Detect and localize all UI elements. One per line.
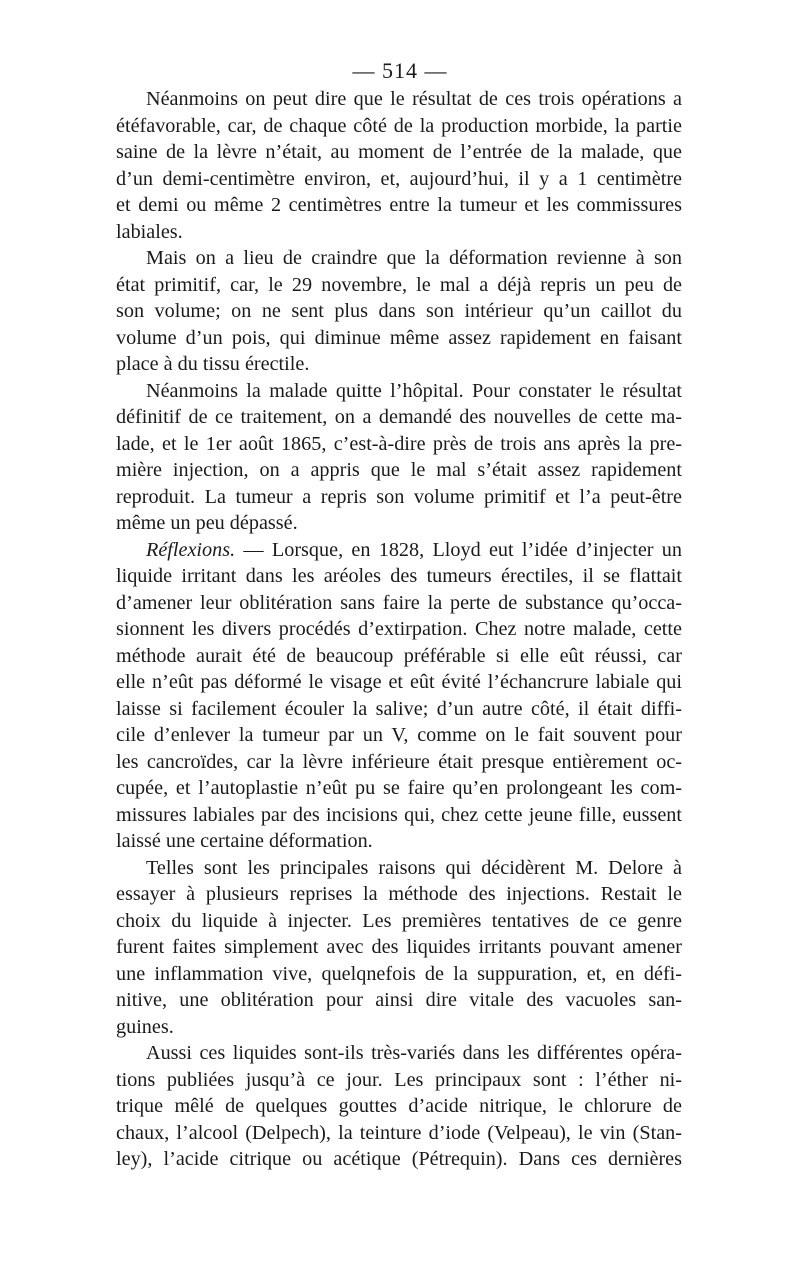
text-line: Aussi ces liquides sont-ils très-variés dans les différentes opéra- bbox=[146, 1042, 682, 1064]
text-line: Telles sont les principales raisons qui décidèrent M. Delore à bbox=[146, 856, 682, 879]
text-line: d’amener leur oblitération sans faire la perte de substance qu’occa- bbox=[116, 591, 682, 614]
text-line: lade, et le 1er août 1865, c’est-à-dire près de trois ans après la pre- bbox=[116, 432, 682, 455]
text-line: laissé une certaine déformation. bbox=[116, 830, 373, 852]
text-line: tions publiées jusqu’à ce jour. Les principaux sont : l’éther ni- bbox=[116, 1068, 682, 1091]
paragraph bbox=[116, 1040, 682, 1173]
text-line: les cancroïdes, car la lèvre inférieure était presque entièrement oc- bbox=[116, 750, 682, 773]
text-line: liquide irritant dans les aréoles des tumeurs érectiles, il se flattait bbox=[116, 565, 682, 587]
text-line: laisse si facilement écouler la salive; d’un autre côté, il était diffi- bbox=[116, 697, 682, 720]
paragraph bbox=[116, 245, 682, 378]
text-line: elle n’eût pas déformé le visage et eût évité l’échancrure labiale qui bbox=[116, 671, 682, 693]
text-line: chaux, l’alcool (Delpech), la teinture d’iode (Velpeau), le vin (Stan- bbox=[116, 1121, 682, 1144]
paragraph bbox=[116, 378, 682, 537]
text-line: Néanmoins on peut dire que le résultat de ces trois opérations a bbox=[146, 88, 682, 110]
text-run: — Lorsque, en 1828, Lloyd eut l’idée d’injecter un bbox=[235, 538, 682, 561]
paragraph bbox=[116, 537, 682, 855]
text-line: reproduit. La tumeur a repris son volume primitif et l’a peut-être bbox=[116, 485, 682, 508]
text-line: volume d’un pois, qui diminue même assez rapidement en faisant bbox=[116, 326, 682, 349]
text-line: essayer à plusieurs reprises la méthode des injections. Restait le bbox=[116, 883, 682, 905]
text-line: place à du tissu érectile. bbox=[116, 353, 310, 375]
text-line bbox=[116, 537, 682, 564]
text-line: Néanmoins la malade quitte l’hôpital. Pour constater le résultat bbox=[146, 379, 682, 402]
text-line: saine de la lèvre n’était, au moment de l’entrée de la malade, que bbox=[116, 141, 682, 163]
text-line: état primitif, car, le 29 novembre, le mal a déjà repris un peu de bbox=[116, 273, 682, 296]
text-line: d’un demi-centimètre environ, et, aujourd’hui, il y a 1 centimètre bbox=[116, 167, 682, 190]
text-line: ley), l’acide citrique ou acétique (Pétrequin). Dans ces dernières bbox=[116, 1148, 682, 1170]
text-line: même un peu dépassé. bbox=[116, 512, 298, 534]
text-line: méthode aurait été de beaucoup préférable si elle eût réussi, car bbox=[116, 644, 682, 667]
text-line: furent faites simplement avec des liquides irritants pouvant amener bbox=[116, 936, 682, 958]
paragraph bbox=[116, 86, 682, 245]
text-line: cupée, et l’autoplastie n’eût pu se faire qu’en prolongeant les com- bbox=[116, 777, 682, 799]
text-line: choix du liquide à injecter. Les premières tentatives de ce genre bbox=[116, 909, 682, 932]
text-line: une inflammation vive, quelqnefois de la suppuration, et, en défi- bbox=[116, 962, 682, 985]
text-line: labiales. bbox=[116, 220, 183, 243]
text-line: sionnent les divers procédés d’extirpation. Chez notre malade, cette bbox=[116, 618, 682, 640]
text-line: mière injection, on a appris que le mal s’était assez rapidement bbox=[116, 459, 682, 481]
section-lead: Réflexions. bbox=[146, 538, 236, 561]
text-line: Mais on a lieu de craindre que la déformation revienne à son bbox=[146, 247, 682, 269]
text-line: trique mêlé de quelques gouttes d’acide nitrique, le chlorure de bbox=[116, 1095, 682, 1117]
page-number: — 514 — bbox=[352, 58, 448, 83]
text-line: cile d’enlever la tumeur par un V, comme on le fait souvent pour bbox=[116, 724, 682, 746]
text-line: étéfavorable, car, de chaque côté de la production morbide, la partie bbox=[116, 114, 682, 137]
body-text bbox=[116, 86, 682, 1173]
text-line: et demi ou même 2 centimètres entre la tumeur et les commissures bbox=[116, 194, 682, 216]
text-line: son volume; on ne sent plus dans son intérieur qu’un caillot du bbox=[116, 300, 682, 322]
text-line: missures labiales par des incisions qui, chez cette jeune fille, eussent bbox=[116, 803, 682, 826]
text-line: définitif de ce traitement, on a demandé des nouvelles de cette ma- bbox=[116, 406, 682, 428]
text-line: nitive, une oblitération pour ainsi dire vitale des vacuoles san- bbox=[116, 989, 682, 1011]
paragraph bbox=[116, 855, 682, 1041]
text-line: guines. bbox=[116, 1015, 174, 1038]
